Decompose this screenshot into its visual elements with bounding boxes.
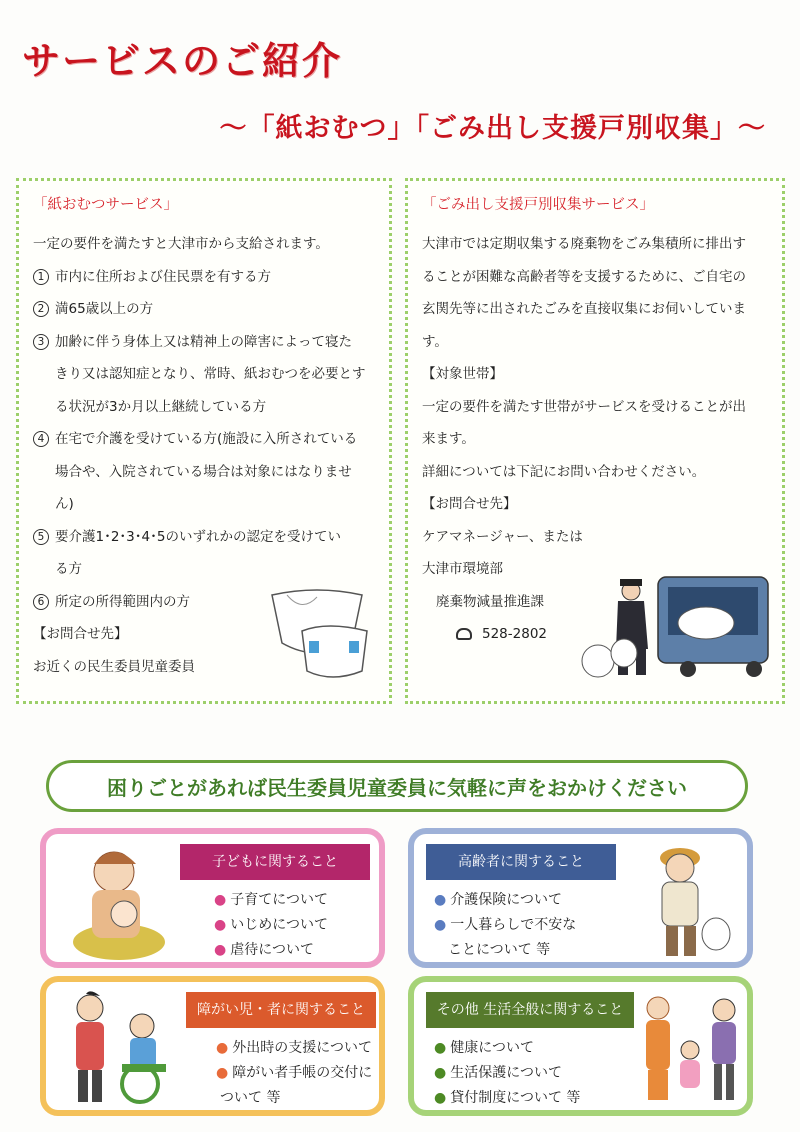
requirement-item [33,261,375,294]
requirement-text: 在宅で介護を受けている方(施設に入所されている [55,431,358,447]
garbage-contact-label: 【お問合せ先】 [422,496,517,512]
bullet-icon: ● [434,1090,447,1106]
item-text: いじめについて [230,917,328,933]
bullet-icon: ● [434,917,447,933]
mother-baby-illustration-icon [64,842,174,960]
garbage-collection-panel [405,178,785,704]
requirement-item [33,326,375,424]
requirement-text: 場合や、入院されている場合は対象にはなりませ [55,463,352,480]
list-item [434,888,576,913]
requirement-text: 市内に住所および住民票を有する方 [55,268,271,285]
garbage-heading: 「ごみ出し支援戸別収集サービス」 [422,197,654,213]
card-other [408,976,753,1116]
list-item [216,1036,372,1061]
detail-text: 詳細については下記にお問い合わせください。 [422,463,706,480]
diaper-intro: 一定の要件を満たすと大津市から支給されます。 [33,236,329,252]
garbage-contact-line: ケアマネージャー、または [422,528,583,545]
card-children-list [214,888,328,963]
wheelchair-illustration-icon [60,986,180,1110]
requirement-text: ん) [55,496,74,512]
garbage-intro-line: す。 [422,333,448,350]
target-label: 【対象世帯】 [422,366,503,382]
elderly-person-illustration-icon [640,838,740,962]
requirement-text: 加齢に伴う身体上又は精神上の障害によって寝た [55,333,352,350]
list-item [434,913,576,938]
family-illustration-icon [636,988,746,1110]
list-item [434,1086,580,1111]
number-badge: 5 [33,529,49,545]
phone-number: 528-2802 [482,626,547,642]
target-line: 来ます。 [422,431,475,447]
bullet-icon: ● [434,1040,447,1056]
card-children-title: 子どもに関すること [180,844,370,880]
card-other-list [434,1036,580,1111]
requirement-text: 要介護1･2･3･4･5のいずれかの認定を受けてい [55,528,341,545]
list-item [216,1061,372,1086]
item-text: 生活保護について [450,1065,562,1081]
card-other-title: その他 生活全般に関すること [426,992,634,1028]
target-line: 一定の要件を満たす世帯がサービスを受けることが出 [422,398,746,415]
card-elderly [408,828,753,968]
garbage-intro-line: 玄関先等に出されたごみを直接収集にお伺いしていま [422,301,746,317]
diaper-requirements-list [33,261,375,619]
diaper-contact: お近くの民生委員児童委員 [33,658,195,675]
item-text: 虐待について [230,942,314,958]
phone-icon [456,628,472,640]
card-disability-list [216,1036,372,1111]
number-badge: 6 [33,594,49,610]
number-badge: 3 [33,334,49,350]
page-subtitle: 〜「紙おむつ」「ごみ出し支援戸別収集」〜 [219,113,766,144]
item-text: 外出時の支援について [232,1040,372,1056]
bullet-icon: ● [216,1040,229,1056]
requirement-text: 所定の所得範囲内の方 [55,593,190,610]
diaper-service-panel [16,178,392,704]
number-badge: 4 [33,431,49,447]
card-disability-title: 障がい児・者に関すること [186,992,376,1028]
garbage-intro-line: ることが困難な高齢者等を支援するために、ご自宅の [422,268,746,285]
requirement-text: る方 [55,561,82,577]
requirement-item [33,423,375,521]
garbage-intro-line: 大津市では定期収集する廃棄物をごみ集積所に排出す [422,236,746,252]
item-text: 一人暮らしで不安な [450,917,577,933]
list-item [214,913,328,938]
requirement-text: る状況が3か月以上継続している方 [55,398,267,415]
card-elderly-title: 高齢者に関すること [426,844,616,880]
bullet-icon: ● [214,942,227,958]
item-text: 介護保険について [450,892,562,908]
bullet-icon: ● [434,892,447,908]
diaper-illustration-icon [267,583,377,683]
list-item [214,888,328,913]
requirement-text: きり又は認知症となり、常時、紙おむつを必要とす [55,366,366,382]
bullet-icon: ● [216,1065,229,1081]
garbage-truck-illustration-icon [576,565,776,695]
list-item [434,1061,580,1086]
list-item [434,938,576,963]
number-badge: 2 [33,301,49,317]
bullet-icon: ● [214,917,227,933]
item-text: 貸付制度について 等 [450,1090,581,1106]
requirement-item [33,293,375,326]
division-name: 廃棄物減量推進課 [436,593,544,610]
bullet-icon: ● [434,1065,447,1081]
bullet-icon: ● [214,892,227,908]
card-elderly-list [434,888,576,963]
list-item [434,1036,580,1061]
card-children [40,828,385,968]
diaper-contact-label: 【お問合せ先】 [33,626,128,642]
requirement-item [33,521,375,586]
requirement-text: 満65歳以上の方 [55,301,154,317]
item-text: ついて 等 [220,1090,281,1106]
diaper-heading: 「紙おむつサービス」 [33,197,178,213]
consultation-banner: 困りごとがあれば民生委員児童委員に気軽に声をおかけください [46,760,748,812]
list-item [216,1086,372,1111]
number-badge: 1 [33,269,49,285]
card-disability [40,976,385,1116]
item-text: 子育てについて [230,892,328,908]
item-text: 健康について [450,1040,534,1056]
list-item [214,938,328,963]
garbage-contact-line: 大津市環境部 [422,561,503,577]
item-text: ことについて 等 [448,942,551,958]
page-title: サービスのご紹介 [22,39,343,83]
item-text: 障がい者手帳の交付に [232,1065,373,1081]
